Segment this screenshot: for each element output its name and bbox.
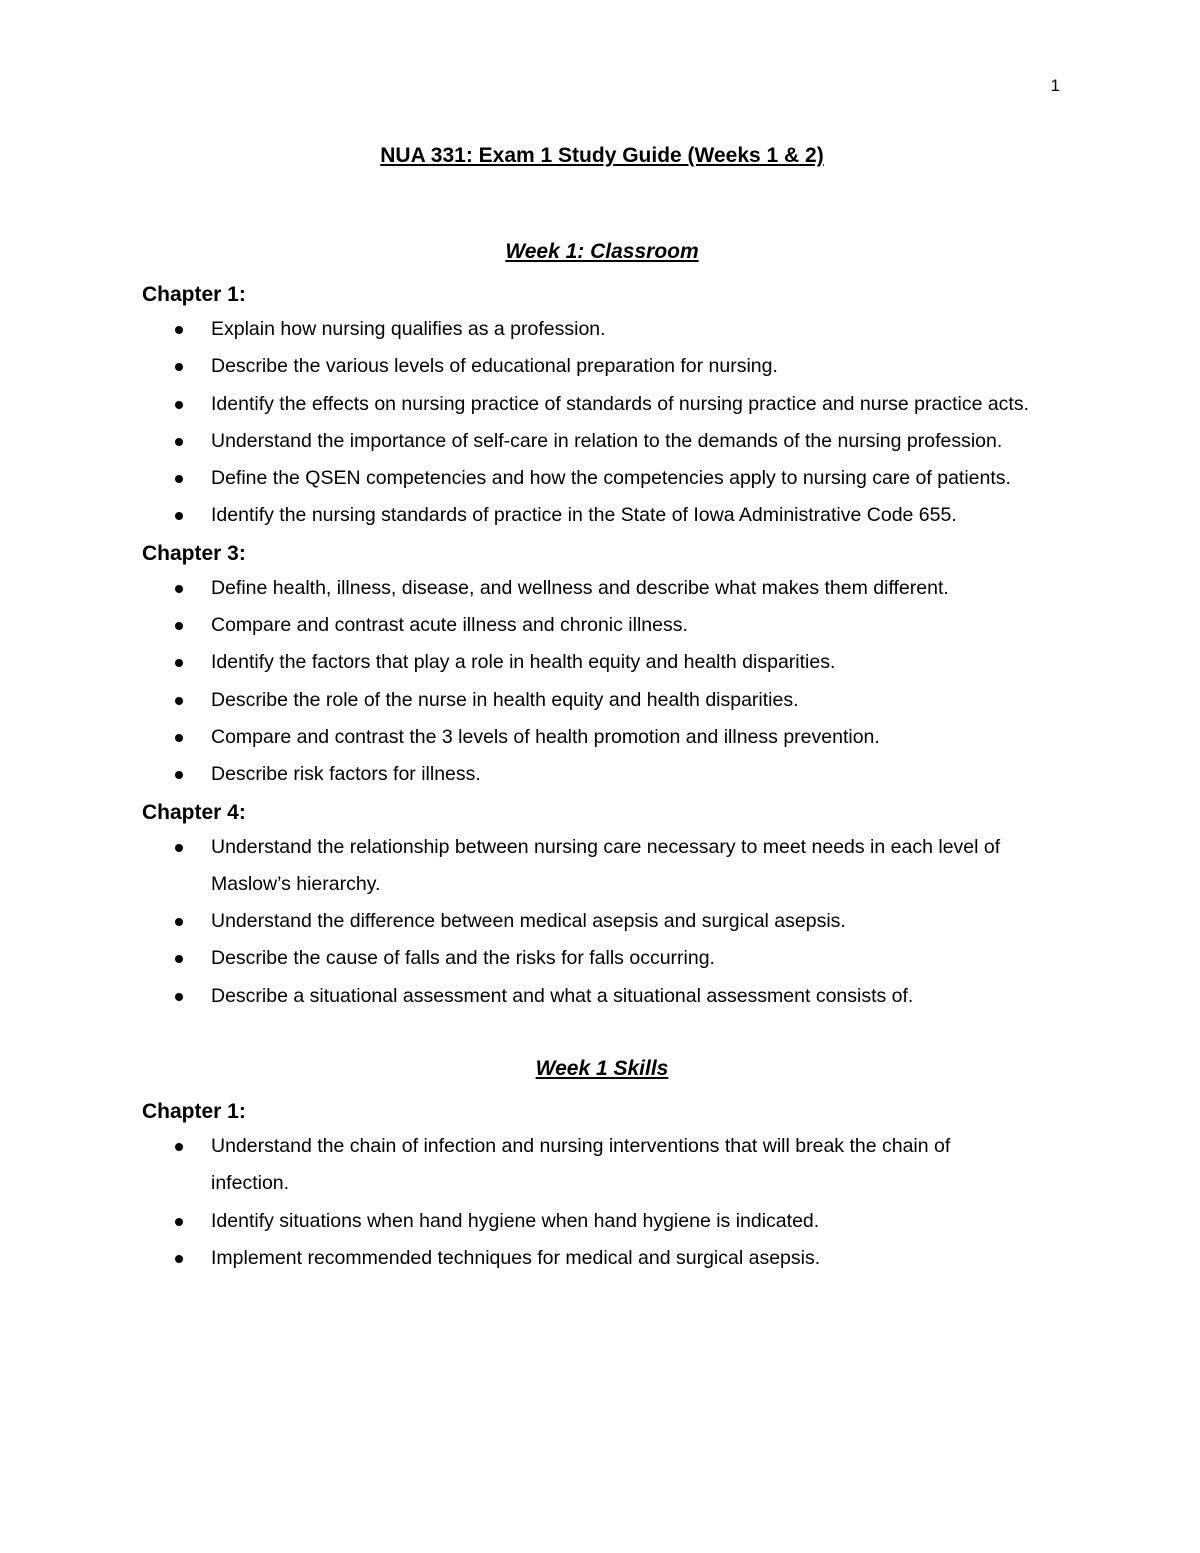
list-item bbox=[142, 978, 1032, 1015]
list-item bbox=[142, 423, 1032, 460]
list-item-text: Describe the cause of falls and the risks for falls occurring. bbox=[211, 947, 715, 970]
chapter-heading: Chapter 1: bbox=[142, 1100, 246, 1124]
list-item bbox=[142, 570, 1032, 607]
list-item bbox=[142, 348, 1032, 385]
chapter-block bbox=[142, 276, 1062, 535]
list-item bbox=[142, 903, 1032, 940]
list-item-text: Identify the effects on nursing practice of standards of nursing practice and nurse practice acts. bbox=[211, 392, 1030, 415]
list-item bbox=[142, 607, 1032, 644]
bullet-icon bbox=[175, 993, 183, 1001]
bullet-icon bbox=[175, 771, 183, 779]
list-item-text: Identify the nursing standards of practice in the State of Iowa Administrative Code 655. bbox=[211, 504, 957, 527]
chapter-block bbox=[142, 794, 1062, 1015]
bullet-icon bbox=[175, 1143, 183, 1151]
list-item-text: Understand the relationship between nursing care necessary to meet needs in each level of Maslow’s hierarchy. bbox=[211, 835, 1001, 895]
bullet-icon bbox=[175, 1255, 183, 1263]
bullet-list bbox=[142, 311, 1062, 535]
list-item bbox=[142, 644, 1032, 681]
bullet-icon bbox=[175, 438, 183, 446]
chapter-block bbox=[142, 535, 1062, 794]
list-item bbox=[142, 719, 1032, 756]
list-item bbox=[142, 1203, 1032, 1240]
list-item bbox=[142, 756, 1032, 793]
list-item bbox=[142, 1128, 1032, 1203]
list-item-text: Describe risk factors for illness. bbox=[211, 763, 481, 786]
bullet-list bbox=[142, 829, 1062, 1015]
bullet-icon bbox=[175, 363, 183, 371]
bullet-icon bbox=[175, 622, 183, 630]
list-item-text: Implement recommended techniques for medical and surgical asepsis. bbox=[211, 1246, 821, 1269]
list-item bbox=[142, 497, 1032, 534]
bullet-icon bbox=[175, 918, 183, 926]
list-item-text: Identify the factors that play a role in health equity and health disparities. bbox=[211, 651, 836, 674]
list-item-text: Understand the difference between medical asepsis and surgical asepsis. bbox=[211, 910, 846, 933]
list-item bbox=[142, 682, 1032, 719]
bullet-icon bbox=[175, 1218, 183, 1226]
bullet-icon bbox=[175, 955, 183, 963]
list-item-text: Identify situations when hand hygiene when hand hygiene is indicated. bbox=[211, 1209, 820, 1232]
list-item bbox=[142, 829, 1032, 904]
bullet-icon bbox=[175, 697, 183, 705]
list-item bbox=[142, 386, 1032, 423]
section-week-1-skills bbox=[142, 1055, 1062, 1277]
list-item-text: Understand the chain of infection and nursing interventions that will break the chain of infection. bbox=[211, 1135, 951, 1195]
bullet-icon bbox=[175, 734, 183, 742]
chapter-heading: Chapter 3: bbox=[142, 541, 246, 565]
section-title: Week 1: Classroom bbox=[505, 240, 699, 263]
page-number: 1 bbox=[1050, 76, 1060, 95]
list-item bbox=[142, 940, 1032, 977]
list-item-text: Describe the role of the nurse in health equity and health disparities. bbox=[211, 688, 799, 711]
section-title: Week 1 Skills bbox=[535, 1057, 669, 1081]
bullet-icon bbox=[175, 475, 183, 483]
bullet-list bbox=[142, 570, 1062, 794]
document-content bbox=[142, 142, 1062, 1277]
bullet-icon bbox=[175, 512, 183, 520]
list-item-text: Define the QSEN competencies and how the competencies apply to nursing care of patients. bbox=[211, 467, 1011, 490]
list-item bbox=[142, 311, 1032, 348]
bullet-list bbox=[142, 1128, 1062, 1277]
list-item bbox=[142, 1240, 1032, 1277]
list-item-text: Compare and contrast acute illness and chronic illness. bbox=[211, 614, 688, 637]
bullet-icon bbox=[175, 401, 183, 409]
chapter-heading: Chapter 4: bbox=[142, 800, 246, 824]
list-item-text: Define health, illness, disease, and wellness and describe what makes them different. bbox=[211, 576, 949, 599]
section-week-1-classroom bbox=[142, 238, 1062, 1015]
list-item-text: Understand the importance of self-care in relation to the demands of the nursing profession. bbox=[211, 429, 1003, 452]
list-item-text: Explain how nursing qualifies as a profession. bbox=[211, 318, 606, 340]
bullet-icon bbox=[175, 659, 183, 667]
chapter-heading: Chapter 1: bbox=[142, 283, 246, 306]
list-item bbox=[142, 460, 1032, 497]
bullet-icon bbox=[175, 326, 183, 334]
list-item-text: Describe a situational assessment and what a situational assessment consists of. bbox=[211, 984, 914, 1007]
bullet-icon bbox=[175, 585, 183, 593]
document-title: NUA 331: Exam 1 Study Guide (Weeks 1 & 2) bbox=[380, 144, 824, 167]
bullet-icon bbox=[175, 844, 183, 852]
list-item-text: Describe the various levels of educational preparation for nursing. bbox=[211, 355, 778, 378]
list-item-text: Compare and contrast the 3 levels of health promotion and illness prevention. bbox=[211, 725, 880, 748]
chapter-block bbox=[142, 1093, 1062, 1277]
